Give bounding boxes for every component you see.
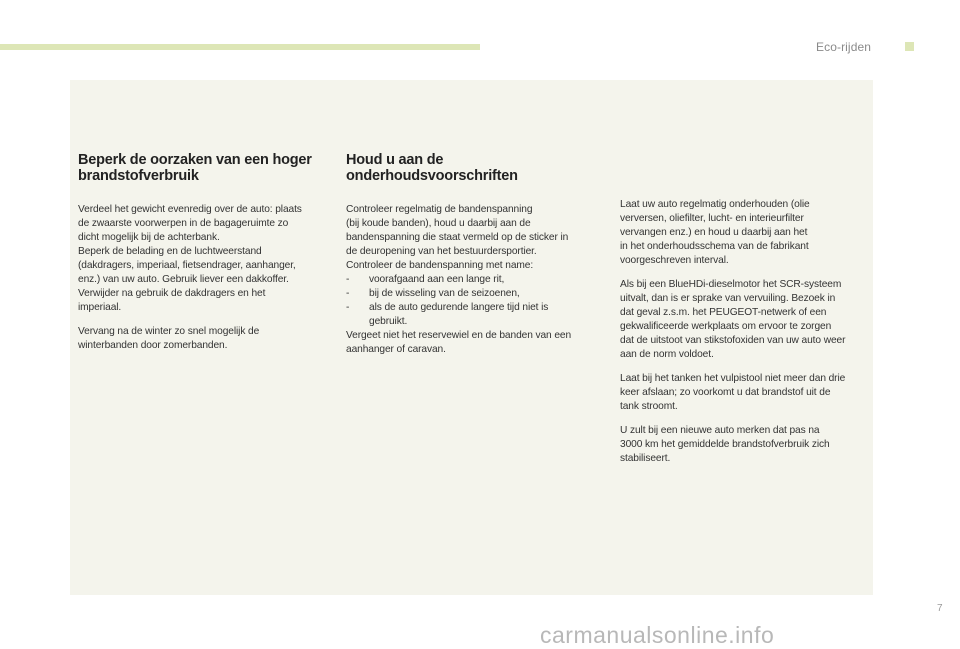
text-line: (bij koude banden), houd u daarbij aan de [346, 218, 531, 229]
section-marker [905, 42, 914, 51]
text-line: voorgeschreven interval. [620, 255, 729, 266]
paragraph-service [620, 198, 868, 268]
watermark: carmanualsonline.info [540, 622, 775, 648]
text-line: dat de uitstoot van stikstofoxiden van uw auto weer [620, 335, 846, 346]
paragraph-spare-wheel [346, 329, 600, 357]
paragraph-winter-tyres [78, 325, 326, 353]
list-item: - voorafgaand aan een lange rit, [346, 274, 505, 285]
text-line: vervangen enz.) en houd u daarbij aan het [620, 227, 808, 238]
paragraph-weight [78, 203, 326, 315]
text-line: stabiliseert. [620, 453, 671, 464]
text-line: enz.) van uw auto. Gebruik liever een dakkoffer. [78, 274, 289, 285]
text-line: 3000 km het gemiddelde brandstofverbruik zich [620, 439, 830, 450]
text-line: dicht mogelijk bij de achterbank. [78, 232, 220, 243]
text-line: uitvalt, dan is er sprake van vervuiling. Bezoek in [620, 293, 836, 304]
text-line: Verdeel het gewicht evenredig over de auto: plaats [78, 204, 302, 215]
text-line: de zwaarste voorwerpen in de bagageruimte zo [78, 218, 289, 229]
text-line: Vervang na de winter zo snel mogelijk de [78, 326, 260, 337]
text-line: in het onderhoudsschema van de fabrikant [620, 241, 809, 252]
section-title: Eco-rijden [816, 40, 872, 54]
list-item: - als de auto gedurende langere tijd niet is gebruikt. [346, 302, 549, 327]
top-accent-bar [0, 44, 480, 50]
paragraph-tyre-pressure [346, 203, 600, 273]
text-line: Laat uw auto regelmatig onderhouden (olie [620, 199, 810, 210]
paragraph-refuelling [620, 372, 868, 414]
text-line: Als bij een BlueHDi-dieselmotor het SCR-systeem [620, 279, 842, 290]
list-item: - bij de wisseling van de seizoenen, [346, 288, 520, 299]
column-middle [346, 152, 600, 367]
paragraph-new-car [620, 424, 868, 466]
text-line: bandenspanning die staat vermeld op de sticker in [346, 232, 569, 243]
heading-maintenance: Houd u aan de onderhoudsvoorschriften [346, 152, 518, 184]
text-line: keer afslaan; zo voorkomt u dat brandstof uit de [620, 387, 831, 398]
text-line: winterbanden door zomerbanden. [78, 340, 228, 351]
text-line: Laat bij het tanken het vulpistool niet meer dan drie [620, 373, 846, 384]
text-line: de deuropening van het bestuurdersportier. [346, 246, 537, 257]
text-line: aan de norm voldoet. [620, 349, 714, 360]
text-line: Beperk de belading en de luchtweerstand [78, 246, 262, 257]
page-number: 7 [937, 603, 943, 614]
text-line: aanhanger of caravan. [346, 344, 446, 355]
text-line: (dakdragers, imperiaal, fietsendrager, aanhanger, [78, 260, 296, 271]
text-line: U zult bij een nieuwe auto merken dat pas na [620, 425, 820, 436]
text-line: tank stroomt. [620, 401, 678, 412]
content-panel [70, 80, 873, 595]
heading-reduce-consumption: Beperk de oorzaken van een hoger brandstofverbruik [78, 152, 312, 184]
text-line: Controleer regelmatig de bandenspanning [346, 204, 533, 215]
text-line: gekwalificeerde werkplaats om ervoor te zorgen [620, 321, 832, 332]
text-line: Controleer de bandenspanning met name: [346, 260, 534, 271]
text-line: imperiaal. [78, 302, 122, 313]
paragraph-scr-system [620, 278, 868, 362]
text-line: Verwijder na gebruik de dakdragers en het [78, 288, 266, 299]
text-line: verversen, oliefilter, lucht- en interieurfilter [620, 213, 804, 224]
text-line: Vergeet niet het reservewiel en de banden van een [346, 330, 572, 341]
column-left [78, 152, 326, 363]
text-line: dat geval z.s.m. het PEUGEOT-netwerk of een [620, 307, 827, 318]
column-right [620, 198, 868, 476]
